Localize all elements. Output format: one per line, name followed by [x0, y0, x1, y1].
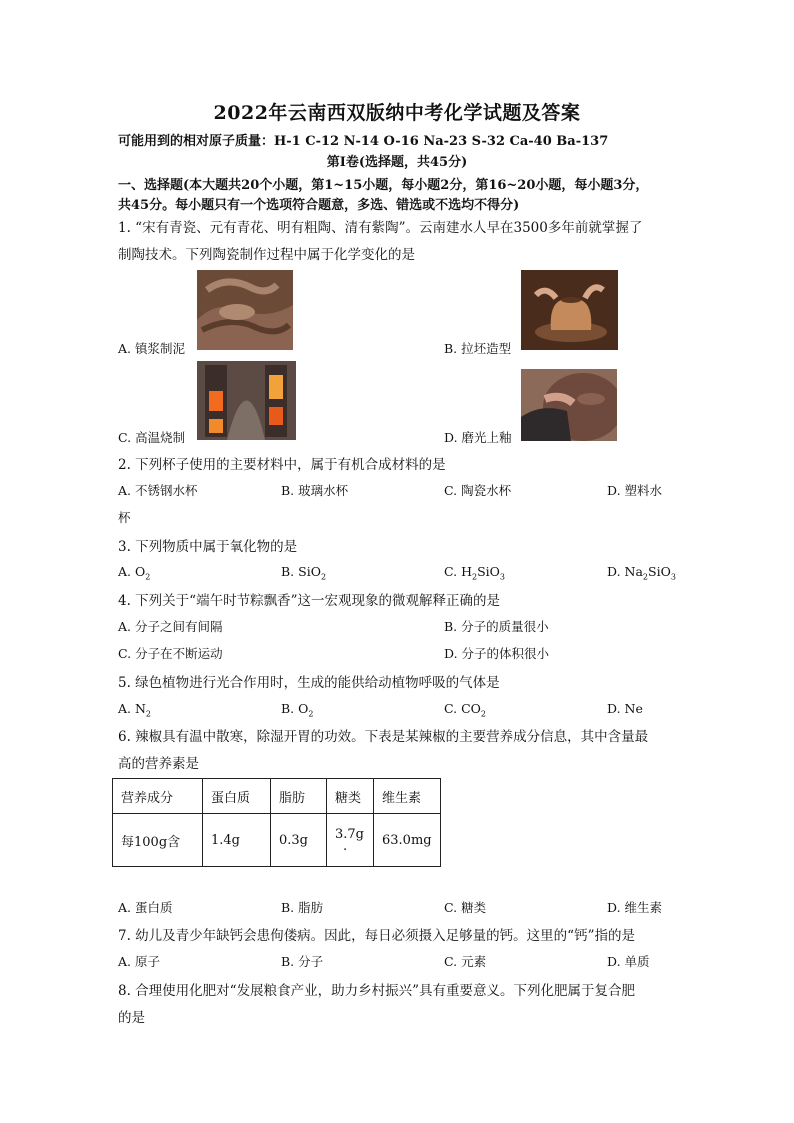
- q6-stem-line1: 6. 辣椒具有温中散寒，除湿开胃的功效。下表是某辣椒的主要营养成分信息，其中含量最: [118, 729, 649, 745]
- table-row: [113, 814, 441, 867]
- q3-b-subscript: 2: [320, 572, 327, 582]
- q5-b-formula: B. O: [281, 701, 309, 716]
- q3-d-formula-na: D. Na: [607, 564, 643, 579]
- q4-stem: 4. 下列关于“端午时节粽飘香”这一宏观现象的微观解释正确的是: [118, 593, 500, 609]
- q5-option-d: D. Ne: [607, 701, 643, 716]
- q3-option-c: [444, 564, 505, 582]
- q3-c-formula-h: C. H: [444, 564, 472, 579]
- q6-stem-line2: 高的营养素是: [118, 756, 199, 772]
- q7-stem: 7. 幼儿及青少年缺钙会患佝偻病。因此，每日必须摄入足够量的钙。这里的“钙”指的是: [118, 928, 635, 944]
- q8-stem-line1: 8. 合理使用化肥对“发展粮食产业，助力乡村振兴”具有重要意义。下列化肥属于复合肥: [118, 983, 635, 999]
- q1-stem-line1: 1. “宋有青瓷、元有青花、明有粗陶、清有紫陶”。云南建水人早在3500多年前就掌握了: [118, 220, 643, 236]
- row-label-cell: 每100g含: [113, 814, 203, 867]
- q5-a-subscript: 2: [145, 709, 152, 719]
- q1-option-b: B. 拉坯造型: [444, 341, 512, 356]
- pottery-throwing-photo: [521, 270, 618, 350]
- q3-a-subscript: 2: [145, 572, 151, 582]
- q2-option-c: C. 陶瓷水杯: [444, 483, 512, 498]
- sugar-value-cell: [327, 814, 374, 867]
- q5-stem: 5. 绿色植物进行光合作用时，生成的能供给动植物呼吸的气体是: [118, 675, 500, 691]
- sugar-value: 3.7g: [335, 826, 364, 842]
- q1-option-d: D. 磨光上釉: [444, 430, 512, 445]
- q2-option-d-continuation: 杯: [118, 510, 131, 525]
- q4-option-d: D. 分子的体积很小: [444, 646, 550, 661]
- protein-value-cell: 1.4g: [203, 814, 271, 867]
- vitamin-value-cell: 63.0mg: [374, 814, 441, 867]
- q7-option-c: C. 元素: [444, 954, 487, 969]
- clay-kneading-photo: [197, 270, 293, 350]
- q3-d-subscript-2: 3: [670, 572, 676, 582]
- q5-option-a: [118, 701, 151, 719]
- q5-c-subscript: 2: [480, 709, 486, 719]
- q3-d-formula-sio: SiO: [648, 564, 671, 579]
- table-header-row: [113, 779, 441, 814]
- q2-option-d: D. 塑料水: [607, 483, 663, 498]
- page-title: 2022年云南西双版纳中考化学试题及答案: [213, 102, 581, 124]
- kiln-firing-photo: [197, 361, 296, 440]
- q3-option-a: [118, 564, 150, 582]
- q5-b-subscript: 2: [308, 709, 314, 719]
- q2-option-b: B. 玻璃水杯: [281, 483, 349, 498]
- atomic-masses-line: 可能用到的相对原子质量：H-1 C-12 N-14 O-16 Na-23 S-32 Ca-40 Ba-137: [118, 134, 609, 149]
- q5-c-formula: C. CO: [444, 701, 481, 716]
- q5-option-b: [281, 701, 313, 719]
- q5-a-formula: A. N: [118, 701, 146, 716]
- q1-option-a: A. 镇浆制泥: [118, 341, 185, 356]
- nutrition-table: [112, 778, 441, 867]
- q3-c-formula-sio: SiO: [477, 564, 500, 579]
- q1-stem-line2: 制陶技术。下列陶瓷制作过程中属于化学变化的是: [118, 247, 415, 263]
- q7-option-b: B. 分子: [281, 954, 324, 969]
- q2-stem: 2. 下列杯子使用的主要材料中，属于有机合成材料的是: [118, 457, 446, 473]
- q3-a-formula: A. O: [118, 564, 146, 579]
- q6-option-d: D. 维生素: [607, 900, 663, 915]
- q4-option-c: C. 分子在不断运动: [118, 646, 223, 661]
- q3-option-d: [607, 564, 676, 582]
- section-heading-line1: 一、选择题(本大题共20个小题，第1~15小题，每小题2分，第16~20小题，每小题3分，: [118, 178, 649, 193]
- header-cell-vitamin: 维生素: [374, 779, 441, 814]
- q8-stem-line2: 的是: [118, 1010, 145, 1026]
- volume-heading: 第Ⅰ卷(选择题，共45分): [326, 155, 468, 170]
- q7-option-a: A. 原子: [118, 954, 160, 969]
- header-cell-fat: 脂肪: [271, 779, 327, 814]
- q3-option-b: [281, 564, 326, 582]
- header-cell-nutrient: 营养成分: [113, 779, 203, 814]
- section-heading-line2: 共45分。每小题只有一个选项符合题意，多选、错选或不选均不得分): [118, 198, 520, 213]
- q3-stem: 3. 下列物质中属于氧化物的是: [118, 539, 298, 555]
- sugar-dot: .: [343, 838, 348, 854]
- q4-option-a: A. 分子之间有间隔: [118, 619, 223, 634]
- q6-option-a: A. 蛋白质: [118, 900, 173, 915]
- q3-d-subscript-1: 2: [642, 572, 649, 582]
- q3-c-subscript-2: 3: [499, 572, 505, 582]
- q1-option-c: C. 高温烧制: [118, 430, 186, 445]
- header-cell-sugar: 糖类: [327, 779, 374, 814]
- glazing-photo: [521, 369, 617, 441]
- q5-option-c: [444, 701, 486, 719]
- fat-value-cell: 0.3g: [271, 814, 327, 867]
- q7-option-d: D. 单质: [607, 954, 650, 969]
- header-cell-protein: 蛋白质: [203, 779, 271, 814]
- q6-option-b: B. 脂肪: [281, 900, 324, 915]
- q3-c-subscript-1: 2: [471, 572, 478, 582]
- q3-b-formula: B. SiO: [281, 564, 321, 579]
- q4-option-b: B. 分子的质量很小: [444, 619, 549, 634]
- q2-option-a: A. 不锈钢水杯: [118, 483, 198, 498]
- q6-option-c: C. 糖类: [444, 900, 487, 915]
